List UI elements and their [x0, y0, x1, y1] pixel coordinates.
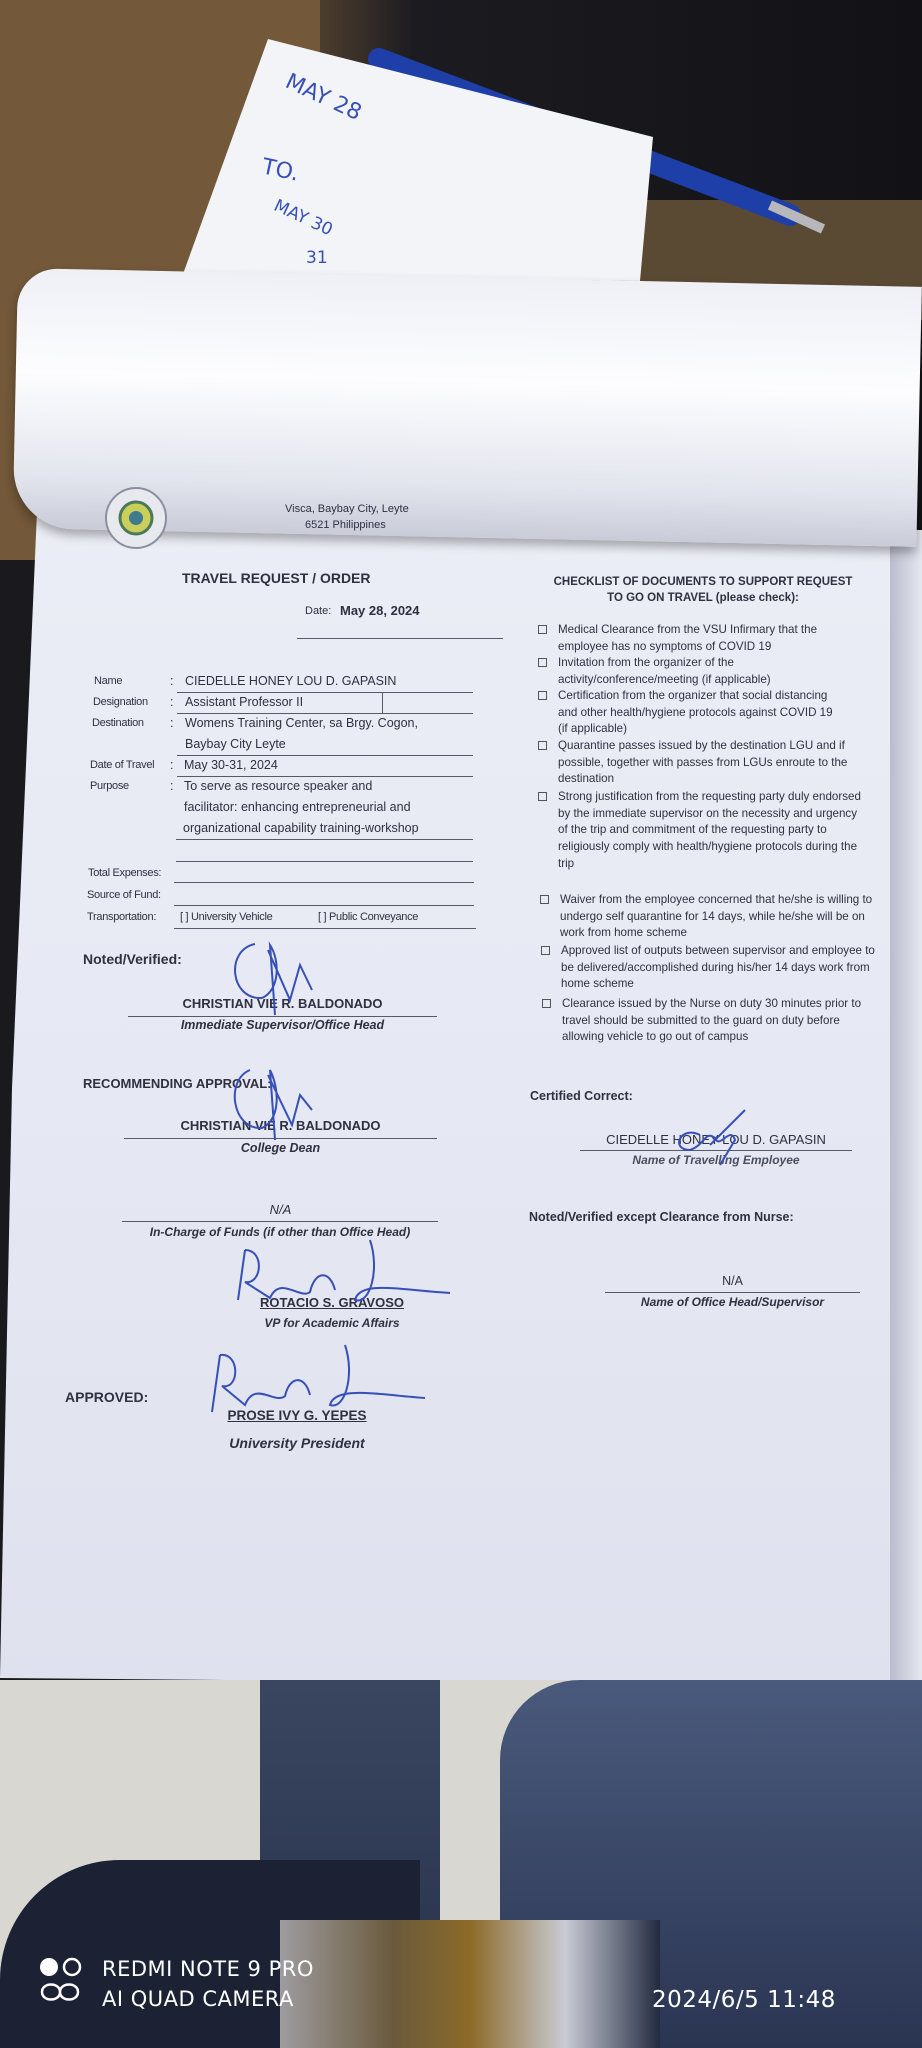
checklist-item[interactable]: Approved list of outputs between supervisor and employee to be delivered/accomplished during his/her 14 days work from home scheme [541, 943, 876, 993]
president-name: PROSE IVY G. YEPES [227, 1408, 367, 1423]
office-head-title: Name of Office Head/Supervisor [640, 1295, 825, 1309]
transport-option-public-conveyance[interactable]: [ ] Public Conveyance [318, 911, 419, 923]
designation-value: Assistant Professor II [185, 695, 304, 709]
address-line-1: Visca, Baybay City, Leyte [285, 503, 409, 515]
checklist-title-2: TO GO ON TRAVEL (please check): [607, 592, 799, 604]
purpose-value-3: organizational capability training-workshop [183, 821, 419, 835]
cloth [280, 1920, 660, 2048]
checkbox[interactable] [540, 895, 549, 904]
destination-value: Womens Training Center, sa Brgy. Cogon, [185, 716, 418, 730]
field-label: Date of Travel [90, 759, 155, 771]
date-value: May 28, 2024 [340, 603, 420, 618]
note-text: MAY 30 [270, 195, 336, 241]
travel-date-value: May 30-31, 2024 [184, 758, 278, 772]
paper-stack-edge [890, 530, 922, 1680]
checkbox[interactable] [538, 691, 547, 700]
camera-label: AI QUAD CAMERA [102, 1987, 294, 2011]
checkbox[interactable] [541, 946, 550, 955]
recommending-label: RECOMMENDING APPROVAL: [83, 1076, 272, 1091]
checkbox[interactable] [538, 741, 547, 750]
checklist-item[interactable]: Waiver from the employee concerned that he/she is willing to undergo self quarantine for 14 days, while he/she will be on work from home scheme [540, 892, 875, 942]
field-label: Designation [93, 696, 148, 708]
vp-title: VP for Academic Affairs [264, 1316, 400, 1330]
camera-device-label: REDMI NOTE 9 PRO [102, 1957, 314, 1981]
checklist-item[interactable]: Certification from the organizer that social distancing and other health/hygiene protocols against COVID 19 (if applicable) [538, 688, 843, 738]
checklist-item[interactable]: Clearance issued by the Nurse on duty 30 minutes prior to travel should be submitted to the guard on duty before allowing vehicle to go out of campus [542, 996, 882, 1046]
checklist-item[interactable]: Quarantine passes issued by the destination LGU and if possible, together with passes from LGUs enroute to the destination [538, 738, 853, 788]
field-label: Destination [92, 717, 144, 729]
checkbox[interactable] [538, 658, 547, 667]
field-label: Purpose [90, 780, 129, 792]
university-logo [104, 486, 168, 550]
camera-brand-icon [38, 1956, 88, 2006]
note-text: TO. [259, 154, 302, 187]
approved-label: APPROVED: [65, 1389, 149, 1405]
dean-name: CHRISTIAN VIE R. BALDONADO [180, 1118, 381, 1133]
checkbox[interactable] [538, 625, 547, 634]
president-title: University President [229, 1435, 365, 1451]
checkbox[interactable] [542, 999, 551, 1008]
dean-title: College Dean [240, 1141, 321, 1155]
employee-name: CIEDELLE HONEY LOU D. GAPASIN [606, 1132, 826, 1147]
office-head-value: N/A [722, 1274, 743, 1288]
funds-title: In-Charge of Funds (if other than Office Head) [149, 1225, 411, 1239]
field-label: Name [94, 675, 123, 687]
employee-title: Name of Travelling Employee [632, 1153, 800, 1167]
vp-name: ROTACIO S. GRAVOSO [260, 1295, 404, 1310]
funds-value: N/A [269, 1202, 292, 1217]
checkbox[interactable] [538, 792, 547, 801]
photo-timestamp: 2024/6/5 11:48 [652, 1987, 836, 2013]
address-line-2: 6521 Philippines [305, 519, 386, 531]
transportation-label: Transportation: [87, 911, 157, 923]
note-text: 31 [306, 248, 328, 268]
supervisor-title: Immediate Supervisor/Office Head [180, 1018, 385, 1032]
source-of-fund-label: Source of Fund: [87, 889, 161, 901]
destination-value-2: Baybay City Leyte [185, 737, 286, 751]
total-expenses-label: Total Expenses: [88, 867, 162, 879]
form-title: TRAVEL REQUEST / ORDER [182, 570, 371, 586]
transport-option-university-vehicle[interactable]: [ ] University Vehicle [180, 911, 273, 923]
supervisor-name: CHRISTIAN VIE R. BALDONADO [182, 996, 383, 1011]
note-text: MAY 28 [281, 69, 366, 126]
noted-except-label: Noted/Verified except Clearance from Nurse: [529, 1210, 794, 1224]
noted-label: Noted/Verified: [83, 951, 182, 967]
certified-label: Certified Correct: [530, 1089, 633, 1103]
checklist-item[interactable]: Medical Clearance from the VSU Infirmary that the employee has no symptoms of COVID 19 [538, 622, 848, 655]
purpose-value: To serve as resource speaker and [184, 779, 373, 793]
checklist-item[interactable]: Strong justification from the requesting party duly endorsed by the immediate supervisor on the necessity and urgency of the trip and commitment of the requesting party to religiously comply with health/hygiene protocols during the trip [538, 789, 868, 873]
checklist-item[interactable]: Invitation from the organizer of the activity/conference/meeting (if applicable) [538, 655, 838, 688]
name-value: CIEDELLE HONEY LOU D. GAPASIN [185, 674, 397, 688]
purpose-value-2: facilitator: enhancing entrepreneurial and [184, 800, 411, 814]
date-label: Date: [305, 605, 332, 617]
checklist-title: CHECKLIST OF DOCUMENTS TO SUPPORT REQUEST [553, 576, 853, 588]
